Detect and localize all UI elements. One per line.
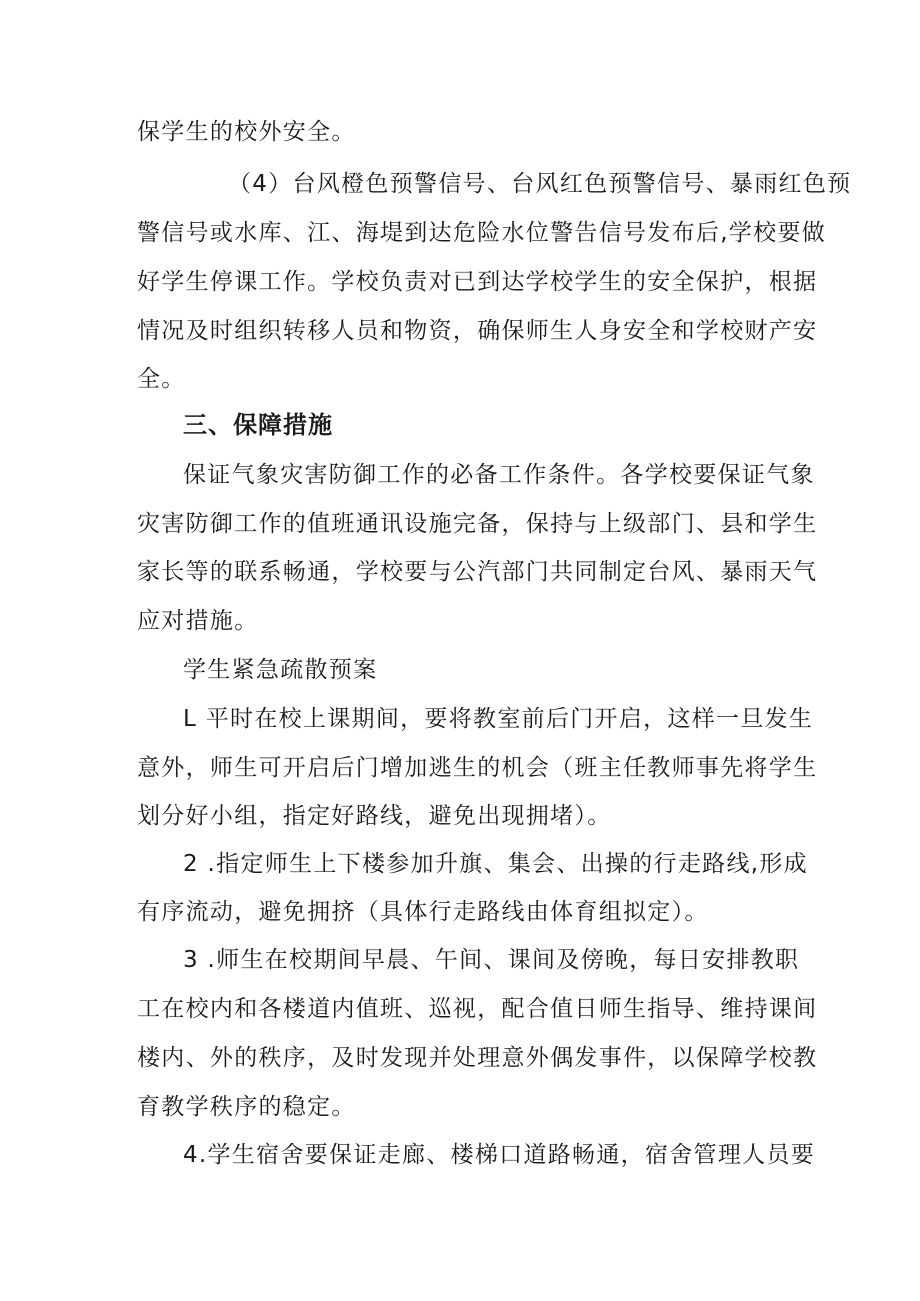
paragraph-line: 保学生的校外安全。	[137, 119, 356, 145]
paragraph-line: 育教学秩序的稳定。	[137, 1094, 356, 1120]
paragraph-line: 有序流动，避免拥挤（具体行走路线由体育组拟定）。	[137, 899, 709, 925]
plan-title: 学生紧急疏散预案	[183, 657, 378, 683]
paragraph-line: 好学生停课工作。学校负责对已到达学校学生的安全保护，根据	[137, 269, 818, 295]
paragraph-line: 全。	[137, 366, 186, 392]
paragraph-line: 划分好小组，指定好路线，避免出现拥堵）。	[137, 803, 612, 829]
paragraph-line: 警信号或水库、江、海堤到达危险水位警告信号发布后,学校要做	[137, 220, 827, 246]
paragraph-line: 情况及时组织转移人员和物资，确保师生人身安全和学校财产安	[137, 318, 818, 344]
paragraph-line: 应对措施。	[137, 608, 259, 634]
paragraph-line: 2 .指定师生上下楼参加升旗、集会、出操的行走路线,形成	[183, 851, 808, 877]
paragraph-line: 楼内、外的秩序，及时发现并处理意外偶发事件，以保障学校教	[137, 1045, 818, 1071]
paragraph-line: 4.学生宿舍要保证走廊、楼梯口道路畅通，宿舍管理人员要	[183, 1142, 816, 1168]
section-heading: 三、保障措施	[183, 411, 333, 439]
paragraph-line: L 平时在校上课期间，要将教室前后门开启，这样一旦发生	[183, 706, 814, 732]
paragraph-line: 灾害防御工作的值班通讯设施完备，保持与上级部门、县和学生	[137, 511, 818, 537]
paragraph-line: 保证气象灾害防御工作的必备工作条件。各学校要保证气象	[183, 462, 815, 488]
paragraph-line: （4）台风橙色预警信号、台风红色预警信号、暴雨红色预	[228, 171, 852, 197]
paragraph-line: 3 .师生在校期间早晨、午间、课间及傍晚，每日安排教职	[183, 947, 800, 973]
paragraph-line: 工在校内和各楼道内值班、巡视，配合值日师生指导、维持课间	[137, 996, 818, 1022]
paragraph-line: 家长等的联系畅通，学校要与公汽部门共同制定台风、暴雨天气	[137, 559, 818, 585]
paragraph-line: 意外，师生可开启后门增加逃生的机会（班主任教师事先将学生	[137, 755, 818, 781]
